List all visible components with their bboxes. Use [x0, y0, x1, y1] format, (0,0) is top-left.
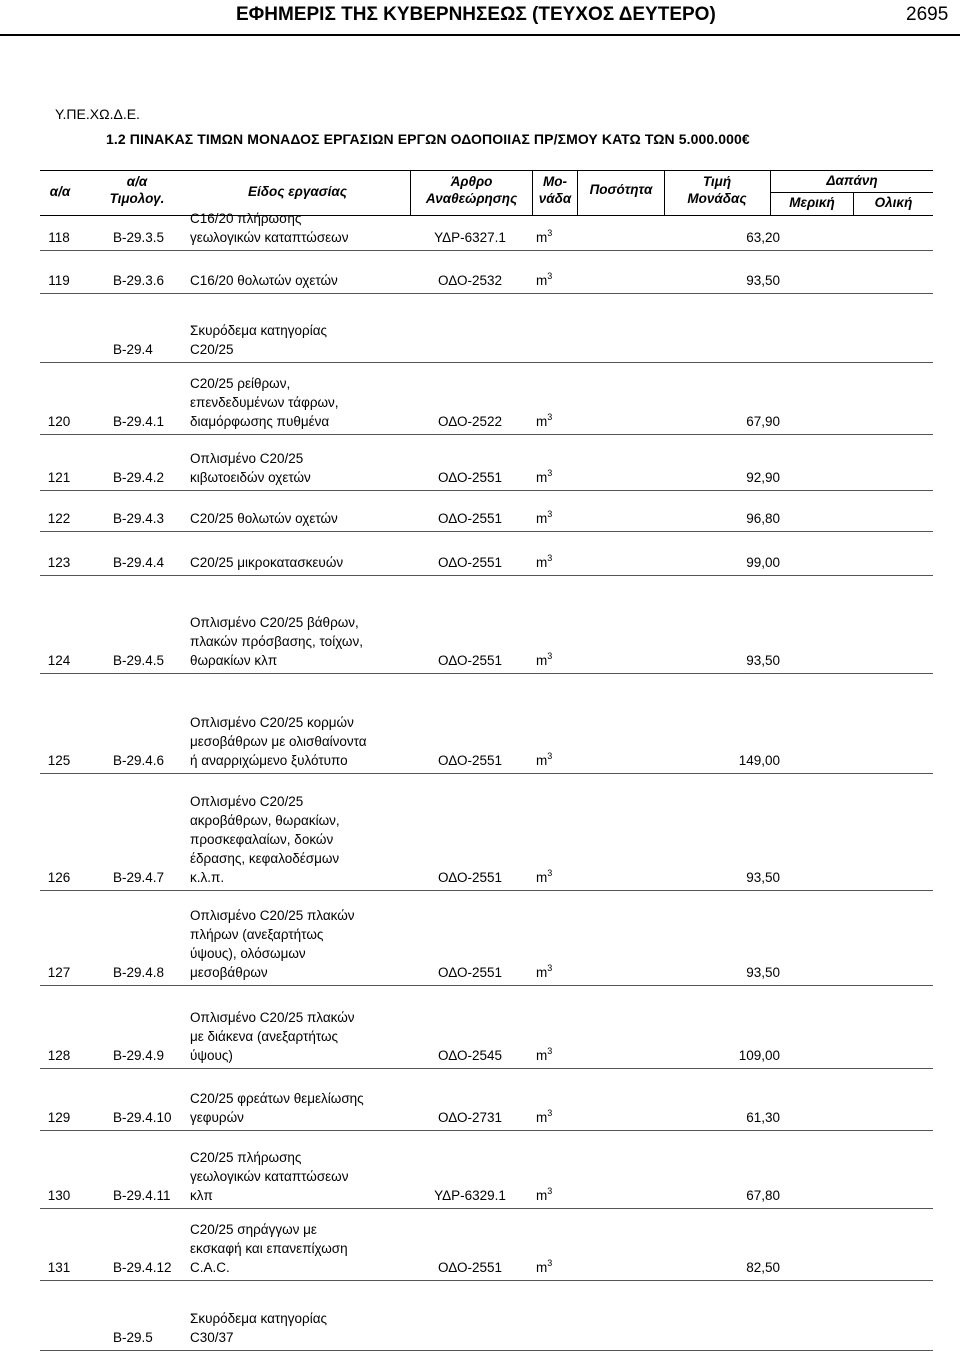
description-line: C16/20 θολωτών οχετών: [190, 273, 338, 288]
unit: $m^3$: [536, 1108, 553, 1125]
price-code: Β-29.4.8: [113, 965, 165, 980]
table-row: [40, 532, 933, 576]
description-line: C20/25 σηράγγων με: [190, 1222, 317, 1237]
unit: $m^3$: [536, 1046, 553, 1063]
description-line: εκσκαφή και επανεπίχωση: [190, 1241, 348, 1256]
unit-exponent: 3: [547, 509, 553, 519]
price-code: Β-29.4.7: [113, 870, 165, 885]
unit-price: 109,00: [738, 1048, 780, 1063]
description-line: C20/25 φρεάτων θεμελίωσης: [190, 1091, 364, 1106]
unit-exponent: 3: [547, 412, 553, 422]
unit: $m^3$: [536, 963, 553, 980]
unit-price: 149,00: [738, 753, 780, 768]
table-row: [40, 211, 933, 251]
col-aa-price-line2: Τιμολογ.: [109, 191, 165, 206]
col-unit-price-line2: Μονάδας: [687, 191, 747, 206]
description-line: C30/37: [190, 1330, 234, 1345]
table-row: [40, 363, 933, 435]
unit-exponent: 3: [547, 751, 553, 761]
work-description: [190, 553, 405, 572]
description-line: μεσοβάθρων με ολισθαίνοντα: [190, 734, 367, 749]
unit-price: 92,90: [746, 470, 780, 485]
description-line: Οπλισμένο C20/25 πλακών: [190, 908, 355, 923]
description-line: C16/20 πλήρωσης: [190, 211, 302, 226]
unit-exponent: 3: [547, 868, 553, 878]
col-unit-line2: νάδα: [538, 191, 572, 206]
col-aa-price-line1: α/α: [126, 174, 148, 189]
revision-article: ΟΔΟ-2522: [438, 414, 502, 429]
col-unit: [533, 173, 577, 207]
work-description: [190, 1008, 405, 1065]
price-code: Β-29.4.5: [113, 653, 165, 668]
col-article: [411, 173, 532, 207]
work-description: [190, 271, 405, 290]
col-work-type: Είδος εργασίας: [248, 184, 347, 199]
work-description: [190, 613, 405, 670]
description-line: ακροβάθρων, θωρακίων,: [190, 813, 340, 828]
unit-price: 61,30: [746, 1110, 780, 1125]
work-description: [190, 321, 405, 359]
unit-price: 93,50: [746, 273, 780, 288]
unit-exponent: 3: [547, 1258, 553, 1268]
document-title: 1.2 ΠΙΝΑΚΑΣ ΤΙΜΩΝ ΜΟΝΑΔΟΣ ΕΡΓΑΣΙΩΝ ΕΡΓΩΝ ΟΔΟΠΟΙΙΑΣ ΠΡ/ΣΜΟΥ ΚΑΤΩ ΤΩΝ 5.000.000€: [106, 131, 750, 147]
table-row: [40, 1131, 933, 1209]
row-number: 127: [47, 965, 71, 980]
org-abbreviation: Υ.ΠΕ.ΧΩ.Δ.Ε.: [55, 106, 140, 122]
header-rule: [0, 34, 960, 36]
row-number: 119: [48, 273, 70, 288]
col-quantity: Ποσότητα: [589, 182, 653, 197]
work-description: [190, 1148, 405, 1205]
work-description: [190, 792, 405, 887]
description-line: γεωλογικών καταπτώσεων: [190, 230, 349, 245]
unit: $m^3$: [536, 1258, 553, 1275]
description-line: πλήρων (ανεξαρτήτως: [190, 927, 324, 942]
table-row: [40, 435, 933, 491]
unit-exponent: 3: [547, 1186, 553, 1196]
price-code: Β-29.4.11: [113, 1188, 171, 1203]
description-line: C20/25 μικροκατασκευών: [190, 555, 344, 570]
description-line: Οπλισμένο C20/25 βάθρων,: [190, 615, 359, 630]
revision-article: ΟΔΟ-2545: [438, 1048, 502, 1063]
unit-exponent: 3: [547, 1108, 553, 1118]
row-number: 120: [47, 414, 71, 429]
unit-price: 93,50: [746, 653, 780, 668]
description-line: κ.λ.π.: [190, 870, 225, 885]
unit: $m^3$: [536, 1186, 553, 1203]
revision-article: ΥΔΡ-6327.1: [434, 230, 506, 245]
description-line: γεωλογικών καταπτώσεων: [190, 1169, 349, 1184]
description-line: C20/25: [190, 342, 234, 357]
price-code: Β-29.4.12: [113, 1260, 172, 1275]
description-line: με διάκενα (ανεξαρτήτως: [190, 1029, 339, 1044]
price-code: Β-29.4: [113, 342, 153, 357]
description-line: C20/25 θολωτών οχετών: [190, 511, 338, 526]
description-line: C20/25 ρείθρων,: [190, 376, 291, 391]
price-code: Β-29.4.9: [113, 1048, 165, 1063]
row-number: 130: [47, 1188, 71, 1203]
revision-article: ΟΔΟ-2551: [438, 470, 502, 485]
description-line: επενδεδυμένων τάφρων,: [190, 395, 339, 410]
table-row: [40, 251, 933, 294]
row-number: 125: [47, 753, 71, 768]
unit-price: 63,20: [746, 230, 780, 245]
description-line: C20/25 πλήρωσης: [190, 1150, 302, 1165]
unit-exponent: 3: [547, 651, 553, 661]
revision-article: ΟΔΟ-2551: [438, 555, 502, 570]
description-line: ή αναρριχώμενο ξυλότυπο: [190, 753, 348, 768]
description-line: γεφυρών: [190, 1110, 244, 1125]
row-number: 121: [47, 470, 71, 485]
price-code: Β-29.3.6: [113, 273, 165, 288]
col-unit-price: [665, 173, 769, 207]
unit: $m^3$: [536, 412, 553, 429]
description-line: Οπλισμένο C20/25: [190, 794, 304, 809]
description-line: ύψους): [190, 1048, 233, 1063]
table-row: [40, 294, 933, 363]
revision-article: ΟΔΟ-2551: [438, 753, 502, 768]
unit: $m^3$: [536, 271, 553, 288]
unit-price: 67,80: [746, 1188, 780, 1203]
unit-exponent: 3: [547, 553, 553, 563]
unit-exponent: 3: [547, 228, 553, 238]
row-number: 124: [47, 653, 71, 668]
table-row: [40, 1281, 933, 1351]
work-description: [190, 374, 405, 431]
price-code: Β-29.5: [113, 1330, 153, 1345]
unit: $m^3$: [536, 468, 553, 485]
page-header: [0, 4, 960, 26]
description-line: κιβωτοειδών οχετών: [190, 470, 311, 485]
row-number: 128: [47, 1048, 71, 1063]
row-number: 122: [47, 511, 71, 526]
unit-exponent: 3: [547, 468, 553, 478]
revision-article: ΟΔΟ-2532: [438, 273, 502, 288]
work-description: [190, 509, 405, 528]
description-line: θωρακίων κλπ: [190, 653, 278, 668]
col-article-line2: Αναθεώρησης: [425, 191, 518, 206]
unit: $m^3$: [536, 751, 553, 768]
unit-exponent: 3: [547, 963, 553, 973]
price-table: [40, 170, 933, 1345]
description-line: Σκυρόδεμα κατηγορίας: [190, 323, 328, 338]
page-number: 2695: [906, 4, 949, 25]
price-code: Β-29.4.4: [113, 555, 165, 570]
col-cost-total: Ολική: [874, 195, 913, 210]
description-line: C.A.C.: [190, 1260, 230, 1275]
col-aa-price: [92, 173, 182, 207]
revision-article: ΟΔΟ-2551: [438, 653, 502, 668]
description-line: διαμόρφωσης πυθμένα: [190, 414, 330, 429]
revision-article: ΟΔΟ-2551: [438, 511, 502, 526]
description-line: έδρασης, κεφαλοδέσμων: [190, 851, 340, 866]
description-line: ύψους), ολόσωμων: [190, 946, 306, 961]
price-code: Β-29.4.10: [113, 1110, 172, 1125]
table-header: [40, 170, 933, 216]
unit-price: 99,00: [746, 555, 780, 570]
revision-article: ΟΔΟ-2551: [438, 1260, 502, 1275]
price-code: Β-29.4.3: [113, 511, 165, 526]
unit-price: 93,50: [746, 870, 780, 885]
col-aa: α/α: [49, 184, 71, 199]
table-row: [40, 491, 933, 532]
col-unit-price-line1: Τιμή: [702, 174, 732, 189]
description-line: Οπλισμένο C20/25: [190, 451, 304, 466]
revision-article: ΟΔΟ-2551: [438, 965, 502, 980]
unit: $m^3$: [536, 868, 553, 885]
price-code: Β-29.4.1: [113, 414, 165, 429]
col-article-line1: Άρθρο: [450, 174, 493, 189]
description-line: πλακών πρόσβασης, τοίχων,: [190, 634, 363, 649]
gazette-title: ΕΦΗΜΕΡΙΣ ΤΗΣ ΚΥΒΕΡΝΗΣΕΩΣ (ΤΕΥΧΟΣ ΔΕΥΤΕΡΟ): [236, 4, 716, 25]
unit-price: 96,80: [746, 511, 780, 526]
unit-price: 82,50: [746, 1260, 780, 1275]
col-cost-partial: Μερική: [789, 195, 835, 210]
work-description: [190, 449, 405, 487]
unit-price: 67,90: [746, 414, 780, 429]
price-code: Β-29.3.5: [113, 230, 165, 245]
description-line: προσκεφαλαίων, δοκών: [190, 832, 334, 847]
revision-article: ΥΔΡ-6329.1: [434, 1188, 506, 1203]
unit-exponent: 3: [547, 271, 553, 281]
unit: $m^3$: [536, 509, 553, 526]
table-row: [40, 576, 933, 674]
work-description: [190, 906, 405, 982]
description-line: κλπ: [190, 1188, 213, 1203]
unit-exponent: 3: [547, 1046, 553, 1056]
revision-article: ΟΔΟ-2551: [438, 870, 502, 885]
row-number: 123: [47, 555, 71, 570]
revision-article: ΟΔΟ-2731: [438, 1110, 502, 1125]
col-cost: Δαπάνη: [826, 173, 878, 188]
cost-subheader-rule: [771, 192, 933, 193]
price-code: Β-29.4.6: [113, 753, 165, 768]
unit-price: 93,50: [746, 965, 780, 980]
row-number: 131: [47, 1260, 71, 1275]
work-description: [190, 209, 405, 247]
table-row: [40, 1209, 933, 1281]
work-description: [190, 1089, 405, 1127]
table-row: [40, 891, 933, 986]
row-number: 118: [48, 230, 70, 245]
col-unit-line1: Μο-: [543, 174, 567, 189]
description-line: Σκυρόδεμα κατηγορίας: [190, 1311, 328, 1326]
work-description: [190, 713, 405, 770]
table-row: [40, 774, 933, 891]
unit: $m^3$: [536, 228, 553, 245]
row-number: 126: [47, 870, 71, 885]
description-line: Οπλισμένο C20/25 πλακών: [190, 1010, 355, 1025]
table-row: [40, 1069, 933, 1131]
unit: $m^3$: [536, 553, 553, 570]
price-code: Β-29.4.2: [113, 470, 165, 485]
table-row: [40, 986, 933, 1069]
work-description: [190, 1309, 405, 1347]
row-number: 129: [47, 1110, 71, 1125]
description-line: Οπλισμένο C20/25 κορμών: [190, 715, 354, 730]
table-row: [40, 674, 933, 774]
unit: $m^3$: [536, 651, 553, 668]
work-description: [190, 1220, 405, 1277]
description-line: μεσοβάθρων: [190, 965, 268, 980]
